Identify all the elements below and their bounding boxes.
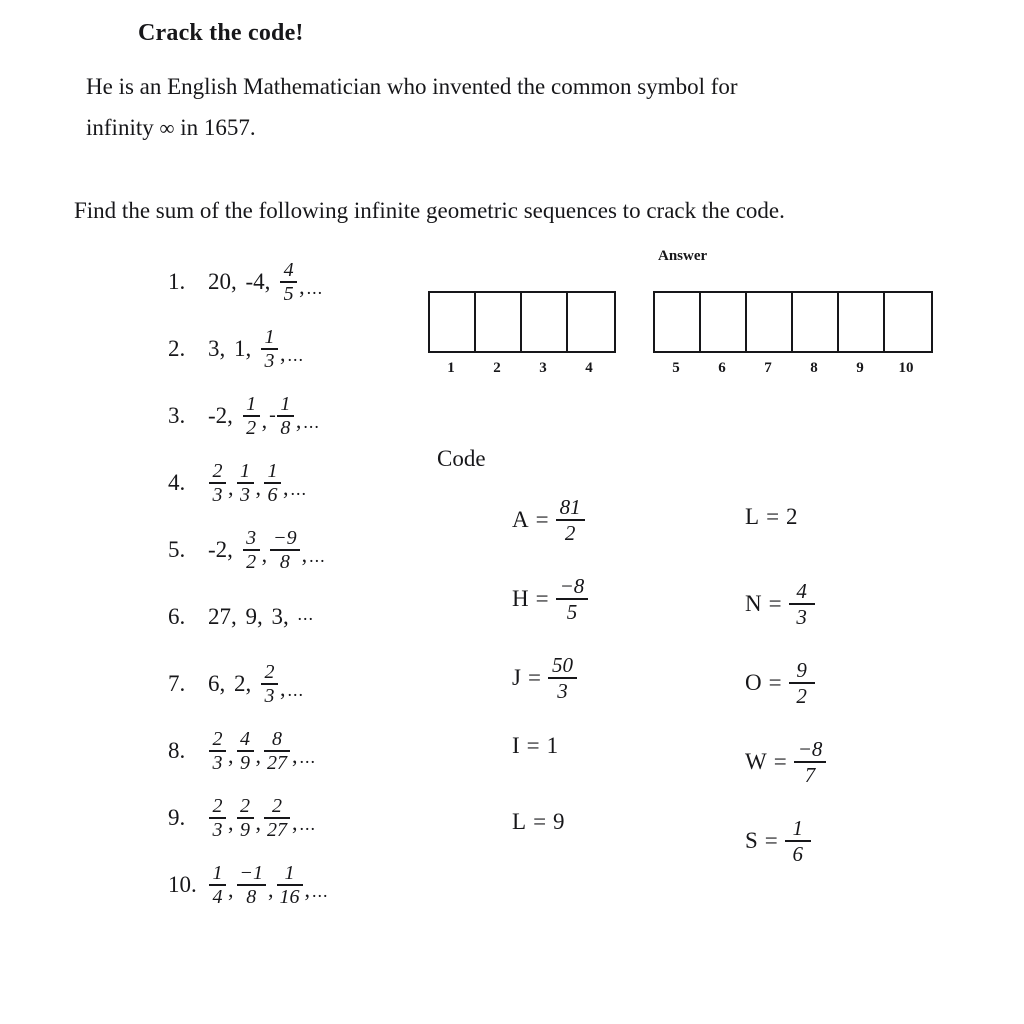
- answer-cell-label: 1: [447, 360, 455, 376]
- intro-line-2-post: in 1657.: [180, 115, 256, 140]
- answer-cell[interactable]: [568, 293, 614, 351]
- term-separator: ,: [228, 474, 234, 500]
- fraction: [209, 729, 226, 773]
- term-separator: ,: [299, 273, 305, 299]
- sequence-term: -4,: [245, 268, 277, 294]
- answer-cell-label: 8: [810, 360, 818, 376]
- fraction: [237, 796, 254, 840]
- answer-cell-label: 6: [718, 360, 726, 376]
- fraction-denominator: 8: [279, 550, 290, 573]
- term-separator: ,: [292, 809, 298, 835]
- fraction-denominator: 3: [240, 483, 250, 506]
- term-separator: ,: [292, 742, 298, 768]
- fraction-denominator: 9: [240, 751, 250, 774]
- sequence-item: [168, 315, 418, 382]
- ellipsis: ...: [287, 679, 304, 700]
- fraction-denominator: 2: [796, 684, 807, 708]
- fraction: [264, 461, 281, 505]
- ellipsis: ...: [306, 277, 324, 298]
- ellipsis: ...: [299, 746, 316, 767]
- fraction-numerator: 2: [240, 794, 250, 817]
- code-value: 1: [546, 733, 559, 758]
- answer-cell-label: 7: [764, 360, 772, 376]
- code-entry: [745, 500, 826, 534]
- code-letter: O: [745, 670, 762, 695]
- equals-sign: =: [535, 586, 549, 611]
- term-separator: ,: [228, 876, 234, 902]
- fraction-numerator: 4: [283, 258, 294, 281]
- answer-cell-label: 2: [493, 360, 501, 376]
- fraction-numerator: 3: [246, 526, 257, 549]
- code-letter: H: [512, 586, 529, 611]
- fraction-numerator: −8: [797, 736, 823, 761]
- term-separator: ,: [295, 407, 302, 433]
- fraction-denominator: 3: [212, 483, 223, 506]
- sequence-terms: [208, 461, 307, 505]
- fraction-numerator: 1: [284, 861, 295, 884]
- sequence-terms: [208, 528, 326, 572]
- fraction-denominator: 3: [557, 679, 568, 703]
- fraction-numerator: −8: [559, 573, 585, 598]
- fraction: [270, 528, 300, 572]
- sequence-number: 8.: [168, 737, 186, 763]
- fraction-numerator: 2: [212, 794, 223, 817]
- fraction-numerator: 1: [792, 815, 804, 840]
- fraction: [789, 659, 815, 707]
- answer-grid-1-4[interactable]: [428, 291, 616, 353]
- code-column-left: [512, 492, 588, 881]
- code-entry: [745, 576, 826, 632]
- sequence-number: 10.: [168, 871, 197, 897]
- fraction: [209, 863, 226, 907]
- fraction: [264, 729, 290, 773]
- equals-sign: =: [527, 665, 541, 690]
- sequence-terms: [208, 327, 304, 371]
- intro-line-2-pre: infinity: [86, 115, 154, 140]
- term-separator: ,: [255, 742, 261, 768]
- code-entry: [745, 734, 826, 790]
- fraction-numerator: 50: [551, 652, 573, 677]
- fraction-numerator: 1: [246, 392, 257, 415]
- fraction-denominator: 9: [240, 818, 250, 841]
- fraction-denominator: 2: [246, 550, 257, 573]
- sequence-number: 9.: [168, 804, 186, 830]
- sequence-number: 1.: [168, 268, 186, 294]
- fraction: [209, 796, 226, 840]
- term-separator: ,: [268, 876, 274, 902]
- ellipsis: ...: [303, 411, 320, 432]
- term-separator: ,: [228, 742, 234, 768]
- fraction-denominator: 3: [264, 349, 275, 372]
- answer-cell[interactable]: [476, 293, 522, 351]
- code-letter: N: [745, 591, 762, 616]
- equals-sign: =: [535, 507, 549, 532]
- ellipsis: ...: [312, 880, 329, 901]
- ellipsis: ...: [297, 603, 314, 624]
- instruction-text: Find the sum of the following infinite geometric sequences to crack the code.: [74, 198, 785, 223]
- sequence-list: [168, 248, 418, 918]
- term-separator: ,: [301, 541, 308, 567]
- fraction: [243, 394, 260, 438]
- fraction-denominator: 5: [283, 282, 294, 305]
- fraction: [237, 729, 254, 773]
- sequence-item: [168, 851, 418, 918]
- fraction: [264, 796, 290, 840]
- fraction: [556, 496, 585, 544]
- sequence-item: [168, 248, 418, 315]
- fraction: [237, 461, 254, 505]
- fraction-denominator: 5: [566, 600, 578, 624]
- answer-cell[interactable]: [793, 293, 839, 351]
- answer-cell[interactable]: [747, 293, 793, 351]
- intro-line-2: [60, 107, 938, 149]
- sequence-item: [168, 516, 418, 583]
- term-separator: ,: [255, 474, 261, 500]
- infinity-icon: ∞: [159, 116, 175, 140]
- answer-grid-5-10-labels: [653, 360, 929, 377]
- answer-cell[interactable]: [522, 293, 568, 351]
- sequence-terms: [208, 394, 320, 438]
- fraction-numerator: 1: [280, 392, 291, 415]
- fraction-numerator: 1: [240, 459, 250, 482]
- sequence-terms: [208, 796, 316, 840]
- sequence-term: -2,: [208, 402, 239, 428]
- code-letter: I: [512, 733, 520, 758]
- fraction-numerator: 81: [559, 494, 581, 519]
- code-entry: [512, 492, 588, 548]
- equals-sign: =: [764, 828, 778, 853]
- fraction-denominator: 16: [279, 885, 300, 908]
- fraction: [237, 863, 267, 907]
- ellipsis: ...: [299, 813, 316, 834]
- fraction-numerator: 1: [212, 861, 223, 884]
- fraction-denominator: 27: [267, 818, 287, 841]
- term-separator: ,: [280, 340, 286, 366]
- fraction-denominator: 4: [212, 885, 223, 908]
- fraction-denominator: 27: [267, 751, 287, 774]
- sequence-term: 3,: [208, 335, 231, 361]
- fraction-denominator: 2: [564, 521, 576, 545]
- fraction: [243, 528, 260, 572]
- fraction: [277, 863, 303, 907]
- fraction-numerator: 8: [272, 727, 282, 750]
- code-entry: [745, 655, 826, 711]
- fraction-numerator: 2: [272, 794, 282, 817]
- code-letter: J: [512, 665, 521, 690]
- code-letter: L: [512, 809, 527, 834]
- code-entry: [512, 571, 588, 627]
- fraction: [280, 260, 297, 304]
- fraction-denominator: 8: [246, 885, 257, 908]
- equals-sign: =: [526, 733, 540, 758]
- answer-cell-label: 3: [539, 360, 547, 376]
- equals-sign: =: [768, 591, 782, 616]
- minus-sign: -: [269, 404, 276, 426]
- sequence-term: 27,: [208, 603, 243, 629]
- sequence-terms: [208, 729, 316, 773]
- sequence-terms: [208, 662, 304, 706]
- sequence-terms: [208, 604, 314, 630]
- fraction-denominator: 2: [246, 416, 257, 439]
- equals-sign: =: [533, 809, 547, 834]
- sequence-number: 4.: [168, 469, 186, 495]
- fraction-denominator: 7: [804, 763, 816, 787]
- intro-line-1: He is an English Mathematician who invented the common symbol for: [86, 74, 738, 99]
- sequence-item: [168, 717, 418, 784]
- sequence-item: [168, 784, 418, 851]
- code-entry: [745, 813, 826, 869]
- code-value: 9: [553, 809, 565, 834]
- sequence-item: [168, 449, 418, 516]
- sequence-terms: [208, 863, 329, 907]
- answer-cell[interactable]: [655, 293, 701, 351]
- answer-cell[interactable]: [839, 293, 885, 351]
- fraction-numerator: 4: [240, 727, 250, 750]
- intro-paragraph: [60, 66, 938, 149]
- code-letter: L: [745, 504, 760, 529]
- fraction-numerator: −1: [239, 861, 263, 884]
- term-separator: ,: [261, 407, 268, 433]
- answer-cell[interactable]: [885, 293, 931, 351]
- sequence-term: 6,: [208, 670, 231, 696]
- term-separator: ,: [280, 675, 286, 701]
- fraction-numerator: 4: [796, 578, 807, 603]
- fraction-denominator: 8: [280, 416, 291, 439]
- sequence-item: [168, 583, 418, 650]
- term-separator: ,: [304, 876, 310, 902]
- answer-grid-1-4-labels: [428, 360, 612, 377]
- sequence-term: 20,: [208, 268, 243, 294]
- fraction-numerator: 2: [264, 660, 275, 683]
- fraction: [277, 394, 294, 438]
- code-column-right: [745, 500, 826, 892]
- equals-sign: =: [773, 749, 787, 774]
- sequence-term: -2,: [208, 536, 239, 562]
- fraction: [261, 662, 278, 706]
- fraction-denominator: 6: [792, 842, 804, 866]
- code-entry: [512, 729, 588, 763]
- fraction: [794, 738, 827, 786]
- fraction-numerator: 1: [267, 459, 278, 482]
- sequence-number: 3.: [168, 402, 186, 428]
- fraction-denominator: 3: [212, 751, 223, 774]
- equals-sign: =: [768, 670, 782, 695]
- sequence-terms: [208, 260, 323, 304]
- code-entry: [512, 805, 588, 839]
- code-letter: S: [745, 828, 758, 853]
- page-title: Crack the code!: [138, 20, 304, 46]
- fraction-numerator: 2: [212, 727, 223, 750]
- answer-cell-label: 5: [672, 360, 680, 376]
- sequence-number: 7.: [168, 670, 186, 696]
- fraction: [556, 575, 589, 623]
- ellipsis: ...: [290, 478, 307, 499]
- fraction-numerator: 1: [264, 325, 275, 348]
- fraction-denominator: 3: [796, 605, 807, 629]
- sequence-number: 6.: [168, 603, 186, 629]
- fraction-denominator: 3: [212, 818, 223, 841]
- term-separator: ,: [228, 809, 234, 835]
- code-letter: W: [745, 749, 767, 774]
- fraction-denominator: 6: [267, 483, 278, 506]
- sequence-term: 2,: [234, 670, 257, 696]
- ellipsis: ...: [287, 344, 304, 365]
- answer-cell[interactable]: [430, 293, 476, 351]
- fraction: [548, 654, 577, 702]
- sequence-term: 9,: [245, 603, 269, 629]
- answer-cell-label: 9: [856, 360, 864, 376]
- code-value: 2: [786, 504, 798, 529]
- fraction: [785, 817, 811, 865]
- equals-sign: =: [766, 504, 780, 529]
- sequence-number: 5.: [168, 536, 186, 562]
- sequence-term: 3,: [271, 603, 295, 629]
- fraction-numerator: 2: [212, 459, 223, 482]
- answer-cell[interactable]: [701, 293, 747, 351]
- code-letter: A: [512, 507, 529, 532]
- fraction: [789, 580, 815, 628]
- term-separator: ,: [283, 474, 289, 500]
- answer-grid-5-10[interactable]: [653, 291, 933, 353]
- fraction-numerator: −9: [273, 526, 297, 549]
- code-entry: [512, 650, 588, 706]
- answer-cell-label: 4: [585, 360, 593, 376]
- term-separator: ,: [255, 809, 261, 835]
- fraction: [261, 327, 278, 371]
- sequence-item: [168, 650, 418, 717]
- term-separator: ,: [261, 541, 268, 567]
- fraction: [209, 461, 226, 505]
- fraction-numerator: 9: [796, 657, 807, 682]
- code-section-label: Code: [437, 446, 486, 471]
- fraction-denominator: 3: [264, 684, 275, 707]
- sequence-term: 1,: [234, 335, 257, 361]
- answer-label: Answer: [658, 248, 708, 264]
- answer-cell-label: 10: [898, 360, 914, 376]
- ellipsis: ...: [309, 545, 326, 566]
- sequence-number: 2.: [168, 335, 186, 361]
- sequence-item: [168, 382, 418, 449]
